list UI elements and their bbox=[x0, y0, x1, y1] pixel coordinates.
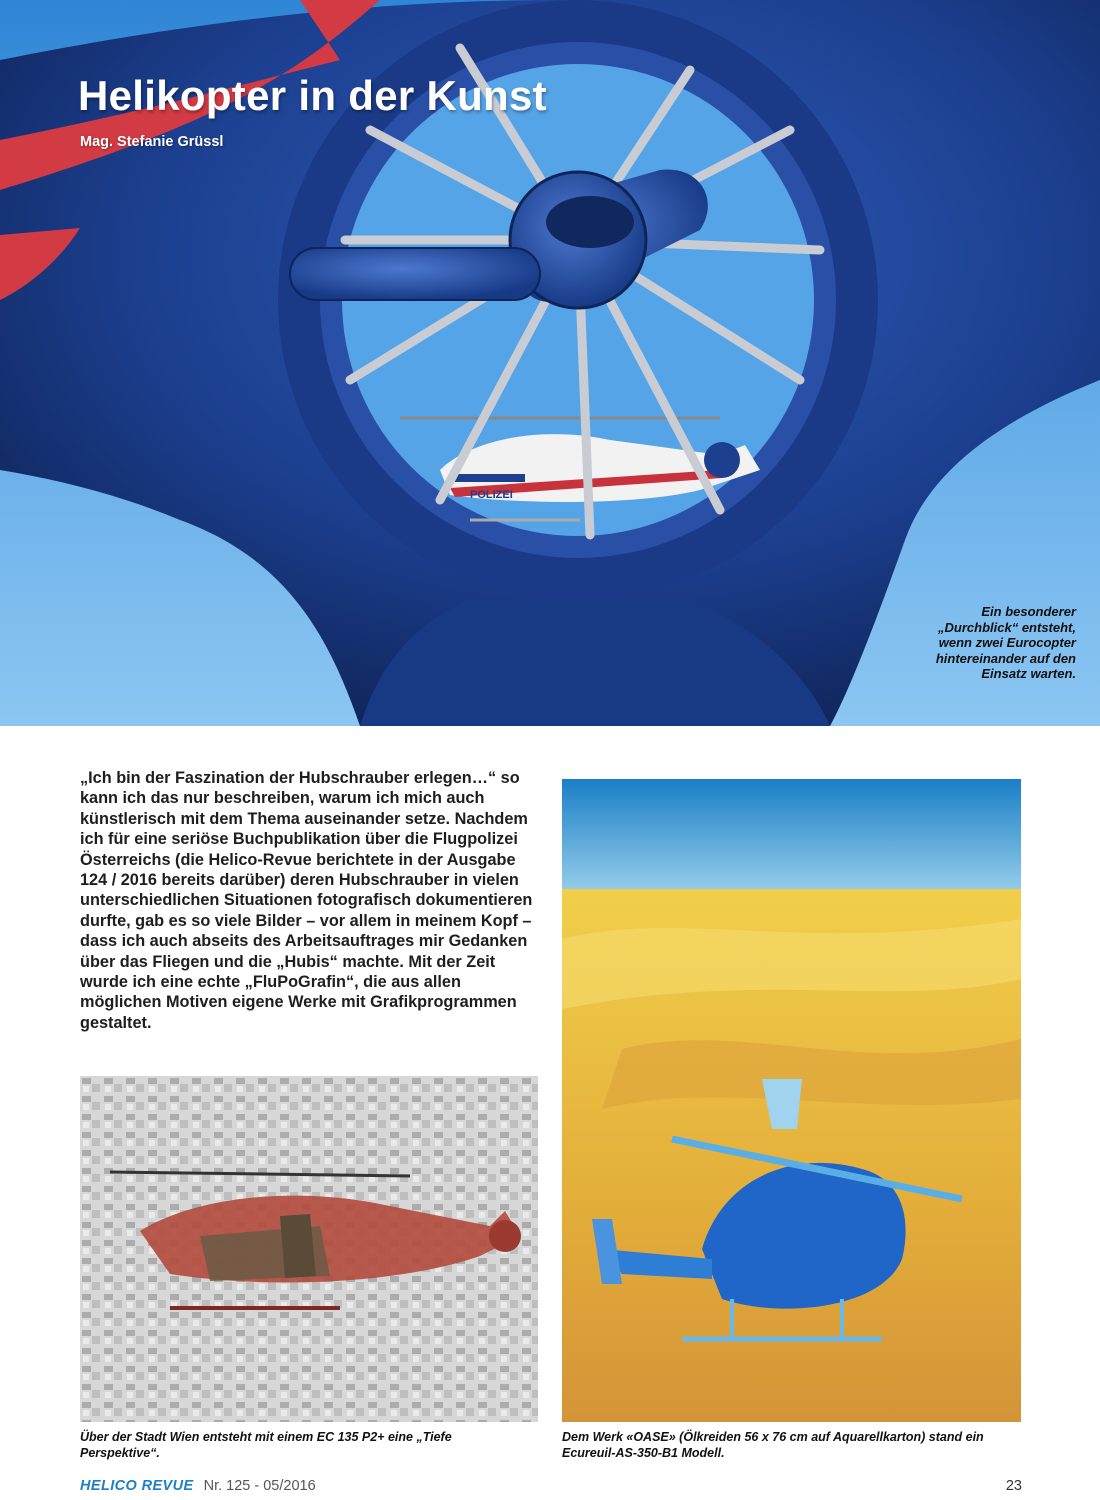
page-number: 23 bbox=[1005, 1478, 1022, 1494]
hero-photo bbox=[0, 0, 1100, 726]
article-body: „Ich bin der Faszination der Hubschrauber erlegen…“ so kann ich das nur beschreiben, warum ich mich auch künstlerisch mit dem Thema auseinander setze. Nachdem ich für eine seriöse Buchpublikation über die Flugpolizei Österreichs (die Helico-Revue berichtete in der Ausgabe 124 / 2016 bereits darüber) deren Hubschrauber in vielen unterschiedlichen Situationen fotografisch dokumentieren durfte, gab es so viele Bilder – vor allem in meinem Kopf – dass ich auch abseits des Arbeitsauftrages mir Gedanken über das Fliegen und die „Hubis“ machte. Mit der Zeit wurde ich eine echte „FluPoGrafin“, die aus allen möglichen Motiven eigene Werke mit Grafikprogrammen gestaltet. bbox=[80, 769, 533, 1032]
article-title: Helikopter in der Kunst bbox=[78, 72, 547, 119]
polizei-label: POLIZEI bbox=[470, 489, 513, 501]
hero-caption: Ein besonderer „Durchblick“ entsteht, wenn zwei Eurocopter hintereinander auf den Einsatz warten. bbox=[935, 604, 1076, 681]
vienna-artwork bbox=[80, 1076, 538, 1422]
oase-caption: Dem Werk «OASE» (Ölkreiden 56 x 76 cm auf Aquarellkarton) stand ein Ecureuil-AS-350-B1 Modell. bbox=[562, 1430, 984, 1460]
vienna-helicopter-photo bbox=[80, 1076, 538, 1422]
oase-painting-photo bbox=[562, 779, 1021, 1422]
vienna-caption: Über der Stadt Wien entsteht mit einem EC 135 P2+ eine „Tiefe Perspektive“. bbox=[80, 1430, 452, 1460]
article-author: Mag. Stefanie Grüssl bbox=[80, 134, 224, 150]
page-footer bbox=[80, 1478, 1022, 1498]
issue-number: Nr. 125 - 05/2016 bbox=[203, 1478, 316, 1494]
magazine-name: HELICO REVUE bbox=[80, 1478, 194, 1494]
oase-artwork bbox=[562, 779, 1021, 1422]
